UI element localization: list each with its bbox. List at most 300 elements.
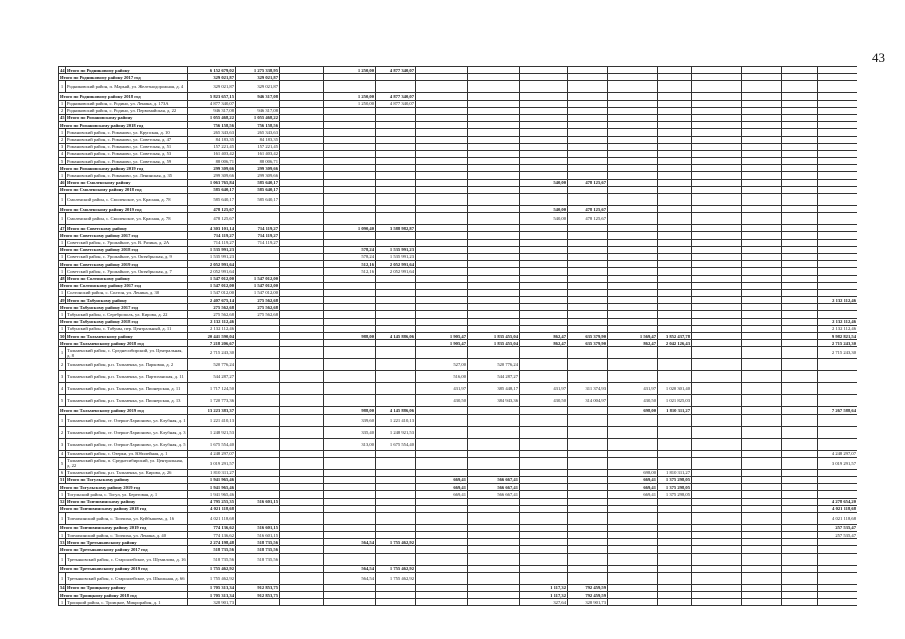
value-cell [416, 524, 468, 531]
value-cell [416, 289, 468, 296]
value-cell [568, 129, 608, 136]
table-row [59, 150, 858, 157]
total-row [59, 232, 858, 239]
row-name: Романовский район, с. Романово, ул. Советская, д. 59 [66, 158, 188, 165]
value-cell [416, 318, 468, 325]
value-cell: 3 852 437,78 [658, 333, 692, 340]
row-number: 48 [60, 276, 65, 282]
value-cell [324, 304, 376, 311]
value-cell [692, 304, 742, 311]
value-cell [782, 67, 818, 74]
value-cell [468, 553, 520, 565]
value-cell [416, 246, 468, 253]
value-cell [520, 150, 568, 157]
value-cell [568, 246, 608, 253]
value-cell [818, 213, 858, 225]
value-cell [782, 213, 818, 225]
value-cell [568, 239, 608, 246]
value-cell [692, 438, 742, 450]
row-number: 1 [59, 599, 66, 606]
value-cell [376, 289, 416, 296]
value-cell [658, 186, 692, 193]
value-cell [692, 469, 742, 476]
value-cell [658, 172, 692, 179]
value-cell [520, 172, 568, 179]
value-cell [608, 297, 658, 304]
value-cell [658, 206, 692, 213]
table-row [59, 239, 858, 246]
value-cell [692, 253, 742, 260]
value-cell [468, 158, 520, 165]
value-cell: 1 810 311,27 [658, 469, 692, 476]
row-name: Третьяковский район, с. Староалейское, ул. Шумилова, д. 16 [66, 553, 188, 565]
row-number: 1 [59, 289, 66, 296]
value-cell [568, 539, 608, 546]
total-row [59, 407, 858, 414]
value-cell [280, 469, 324, 476]
value-cell [280, 553, 324, 565]
value-cell: 1 248 921,53 [376, 426, 416, 438]
value-cell [280, 572, 324, 584]
value-cell: 1 547 012,00 [188, 282, 236, 289]
value-cell: 1 547 012,00 [236, 282, 280, 289]
value-cell: 946 317,08 [188, 107, 236, 114]
value-cell [416, 81, 468, 93]
total-row [59, 186, 858, 193]
value-cell: 1 755 462,92 [376, 565, 416, 572]
value-cell [236, 469, 280, 476]
table-row [59, 158, 858, 165]
value-cell [376, 297, 416, 304]
value-cell [324, 347, 376, 359]
value-cell [280, 414, 324, 426]
value-cell [782, 325, 818, 332]
value-cell: 311 374,93 [568, 383, 608, 395]
row-number: 1 [59, 325, 66, 332]
value-cell [520, 253, 568, 260]
value-cell: 478 125,67 [568, 213, 608, 225]
value-cell [416, 275, 468, 282]
table-row [59, 213, 858, 225]
value-cell [280, 584, 324, 591]
value-cell [520, 194, 568, 206]
value-cell [692, 584, 742, 591]
value-cell: 2 052 991,64 [376, 268, 416, 275]
value-cell [568, 414, 608, 426]
value-cell: 275 562,68 [188, 311, 236, 318]
value-cell [280, 318, 324, 325]
total-row [59, 318, 858, 325]
value-cell [818, 100, 858, 107]
value-cell [468, 297, 520, 304]
value-cell [818, 67, 858, 74]
value-cell [608, 371, 658, 383]
value-cell [376, 395, 416, 407]
value-cell [520, 143, 568, 150]
value-cell [568, 93, 608, 100]
value-cell: 335,40 [324, 426, 376, 438]
row-name: Троицкий район, с. Троицкое, Микрорайон, д. 1 [66, 599, 188, 606]
value-cell [520, 282, 568, 289]
value-cell [520, 158, 568, 165]
value-cell [468, 206, 520, 213]
value-cell [658, 225, 692, 232]
value-cell: 4 248 297,07 [818, 450, 858, 457]
value-cell [324, 206, 376, 213]
value-cell [608, 150, 658, 157]
row-name: Итого по Топчихинскому району 2018 год [59, 505, 188, 512]
value-cell [468, 539, 520, 546]
value-cell [608, 304, 658, 311]
value-cell: 2 274 198,48 [188, 539, 236, 546]
value-cell [236, 484, 280, 491]
value-cell: 540,00 [520, 179, 568, 186]
value-cell [236, 407, 280, 414]
value-cell [692, 172, 742, 179]
value-cell [608, 213, 658, 225]
value-cell [468, 213, 520, 225]
value-cell [324, 340, 376, 347]
value-cell [692, 491, 742, 498]
value-cell [520, 469, 568, 476]
value-cell [782, 512, 818, 524]
value-cell [608, 532, 658, 539]
value-cell: 792 459,59 [568, 592, 608, 599]
value-cell [818, 438, 858, 450]
row-name: Советский район, с. Урожайное, ул. Октябрьская, д. 7 [66, 268, 188, 275]
value-cell [608, 129, 658, 136]
table-row [59, 383, 858, 395]
value-cell [520, 546, 568, 553]
value-cell: 1 375 298,05 [658, 484, 692, 491]
value-cell: 1 755 462,92 [376, 539, 416, 546]
value-cell [608, 158, 658, 165]
value-cell: 669,41 [608, 484, 658, 491]
value-cell [608, 347, 658, 359]
value-cell [468, 74, 520, 81]
value-cell [416, 426, 468, 438]
value-cell [520, 114, 568, 121]
value-cell [658, 165, 692, 172]
value-cell [742, 498, 782, 505]
value-cell: 3 019 291,57 [188, 457, 236, 469]
value-cell: 1 755 462,92 [188, 572, 236, 584]
row-name: Итого по Родниковому району [66, 67, 188, 74]
value-cell [818, 592, 858, 599]
value-cell [742, 206, 782, 213]
value-cell: 3 588 982,87 [376, 225, 416, 232]
value-cell [692, 239, 742, 246]
value-cell [818, 469, 858, 476]
value-cell [280, 599, 324, 606]
value-cell [568, 297, 608, 304]
value-cell [658, 194, 692, 206]
value-cell: 1 117,32 [520, 592, 568, 599]
value-cell [742, 165, 782, 172]
row-number: 1 [59, 491, 66, 498]
row-name: Итого по Тальменскому району 2018 год [59, 340, 188, 347]
value-cell: 669,41 [416, 491, 468, 498]
value-cell [782, 239, 818, 246]
value-cell: 516,00 [416, 371, 468, 383]
value-cell [658, 599, 692, 606]
value-cell [818, 484, 858, 491]
value-cell [658, 136, 692, 143]
total-row [59, 275, 858, 282]
value-cell [742, 592, 782, 599]
value-cell [818, 122, 858, 129]
value-cell [692, 333, 742, 340]
value-cell [568, 311, 608, 318]
value-cell [280, 246, 324, 253]
value-cell: 1 675 554,40 [188, 438, 236, 450]
value-cell [468, 253, 520, 260]
value-cell [236, 426, 280, 438]
value-cell [376, 81, 416, 93]
value-cell [468, 114, 520, 121]
value-cell [324, 282, 376, 289]
value-cell [782, 476, 818, 483]
total-row [59, 93, 858, 100]
value-cell [280, 114, 324, 121]
value-cell [782, 524, 818, 531]
row-number: 2 [59, 107, 66, 114]
value-cell: 518 735,56 [188, 546, 236, 553]
value-cell [324, 239, 376, 246]
value-cell [742, 469, 782, 476]
value-cell [818, 572, 858, 584]
value-cell [280, 498, 324, 505]
value-cell: 430,50 [520, 395, 568, 407]
row-name: Итого по Солтонскому району [66, 275, 188, 282]
value-cell [818, 143, 858, 150]
value-cell [782, 491, 818, 498]
total-row [59, 340, 858, 347]
value-cell [468, 107, 520, 114]
value-cell [782, 246, 818, 253]
value-cell [280, 172, 324, 179]
value-cell [280, 395, 324, 407]
row-number: 45 [60, 115, 65, 121]
value-cell [376, 304, 416, 311]
value-cell [692, 67, 742, 74]
value-cell [608, 67, 658, 74]
value-cell [568, 107, 608, 114]
value-cell: 430,50 [416, 395, 468, 407]
value-cell [520, 450, 568, 457]
value-cell: 988,00 [324, 333, 376, 340]
value-cell [782, 592, 818, 599]
row-name: Итого по Родниковому району 2018 год [59, 93, 188, 100]
value-cell [658, 282, 692, 289]
value-cell: 516 601,15 [236, 532, 280, 539]
value-cell [692, 395, 742, 407]
row-name: Родниковский район, п. Марьяй, ул. Железнодорожная, д. 4 [66, 81, 188, 93]
value-cell [782, 268, 818, 275]
value-cell [818, 359, 858, 371]
value-cell [280, 491, 324, 498]
row-number: 1 [59, 194, 66, 206]
table-row [59, 289, 858, 296]
value-cell [468, 165, 520, 172]
value-cell [520, 67, 568, 74]
value-cell: 1 535 991,23 [376, 253, 416, 260]
row-name: Тальменский район, р.п. Тальменка, ул. Пионерская, д. 13 [66, 395, 188, 407]
value-cell [236, 340, 280, 347]
value-cell [468, 572, 520, 584]
row-name: Итого по Тальменскому району 2019 год [59, 407, 188, 414]
total-row [59, 165, 858, 172]
value-cell [692, 194, 742, 206]
value-cell [742, 179, 782, 186]
value-cell [608, 450, 658, 457]
value-cell [416, 150, 468, 157]
value-cell [782, 539, 818, 546]
value-cell [692, 371, 742, 383]
value-cell: 329 021,87 [188, 81, 236, 93]
value-cell [416, 93, 468, 100]
value-cell [568, 268, 608, 275]
value-cell: 257 535,47 [818, 532, 858, 539]
value-cell [608, 282, 658, 289]
row-name: Топчихинский район, с. Топчиха, ул. Ленина, д. 40 [66, 532, 188, 539]
row-name: Итого по Табунскому району 2017 год [59, 304, 188, 311]
value-cell: 1 221 410,13 [188, 414, 236, 426]
value-cell [692, 476, 742, 483]
row-number: 5 [59, 158, 66, 165]
register-table-body [59, 67, 858, 606]
value-cell [818, 186, 858, 193]
value-cell: 585 640,17 [236, 186, 280, 193]
value-cell [742, 505, 782, 512]
value-cell [742, 532, 782, 539]
value-cell [280, 289, 324, 296]
row-name: Итого по Третьяковскому району 2019 год [59, 565, 188, 572]
value-cell [608, 553, 658, 565]
value-cell [818, 150, 858, 157]
value-cell [520, 347, 568, 359]
value-cell [324, 143, 376, 150]
value-cell [692, 114, 742, 121]
value-cell [376, 524, 416, 531]
value-cell [568, 289, 608, 296]
value-cell [376, 122, 416, 129]
value-cell [468, 275, 520, 282]
value-cell: 275 562,68 [236, 311, 280, 318]
value-cell: 384 943,36 [468, 395, 520, 407]
value-cell [782, 158, 818, 165]
total-row [59, 114, 858, 121]
value-cell [692, 74, 742, 81]
value-cell [742, 304, 782, 311]
value-cell: 3 019 291,57 [818, 457, 858, 469]
value-cell [782, 383, 818, 395]
value-cell [416, 232, 468, 239]
value-cell [608, 143, 658, 150]
value-cell [236, 512, 280, 524]
value-cell [416, 438, 468, 450]
value-cell [416, 136, 468, 143]
value-cell: 518 735,56 [236, 539, 280, 546]
value-cell [692, 572, 742, 584]
value-cell [376, 340, 416, 347]
value-cell [416, 253, 468, 260]
row-name: Родниковский район, с. Родино, ул. Первомайская, д. 22 [66, 107, 188, 114]
value-cell [568, 186, 608, 193]
value-cell [692, 246, 742, 253]
value-cell [568, 158, 608, 165]
value-cell [236, 457, 280, 469]
value-cell: 299 309,66 [236, 172, 280, 179]
value-cell [520, 311, 568, 318]
value-cell [742, 122, 782, 129]
value-cell [468, 407, 520, 414]
value-cell: 564,54 [324, 539, 376, 546]
value-cell [782, 275, 818, 282]
value-cell [782, 114, 818, 121]
value-cell [608, 414, 658, 426]
value-cell [658, 512, 692, 524]
value-cell: 7 218 206,67 [188, 340, 236, 347]
value-cell [782, 93, 818, 100]
value-cell [692, 289, 742, 296]
value-cell [608, 100, 658, 107]
value-cell [324, 395, 376, 407]
total-row [59, 524, 858, 531]
row-name: Итого по Троицкому району 2018 год [59, 592, 188, 599]
value-cell: 1 055 468,22 [188, 114, 236, 121]
value-cell [608, 74, 658, 81]
value-cell: 1 535 991,23 [376, 246, 416, 253]
value-cell [818, 539, 858, 546]
value-cell [280, 539, 324, 546]
table-row [59, 553, 858, 565]
total-row [59, 225, 858, 232]
row-name: Итого по Тогульскому району [66, 476, 188, 483]
value-cell [818, 553, 858, 565]
value-cell [376, 150, 416, 157]
value-cell [782, 81, 818, 93]
value-cell: 157 221,45 [236, 143, 280, 150]
value-cell: 512,16 [324, 261, 376, 268]
value-cell [782, 179, 818, 186]
value-cell [520, 414, 568, 426]
value-cell: 1 905,47 [416, 340, 468, 347]
value-cell [236, 261, 280, 268]
value-cell [692, 450, 742, 457]
value-cell [280, 325, 324, 332]
value-cell [468, 304, 520, 311]
value-cell [416, 297, 468, 304]
row-name: Тальменский район, р.п. Тальменка, ул. Партизанская, д. 11 [66, 371, 188, 383]
value-cell [658, 150, 692, 157]
value-cell [608, 246, 658, 253]
value-cell [742, 325, 782, 332]
value-cell [468, 426, 520, 438]
value-cell [324, 484, 376, 491]
value-cell: 339,60 [324, 414, 376, 426]
table-row [59, 325, 858, 332]
total-row [59, 333, 858, 340]
value-cell: 6 152 679,02 [188, 67, 236, 74]
value-cell: 714 119,27 [188, 232, 236, 239]
value-cell: 329 021,87 [188, 74, 236, 81]
value-cell [324, 165, 376, 172]
value-cell: 1 375 298,05 [658, 476, 692, 483]
value-cell [568, 524, 608, 531]
value-cell [692, 136, 742, 143]
table-row [59, 136, 858, 143]
